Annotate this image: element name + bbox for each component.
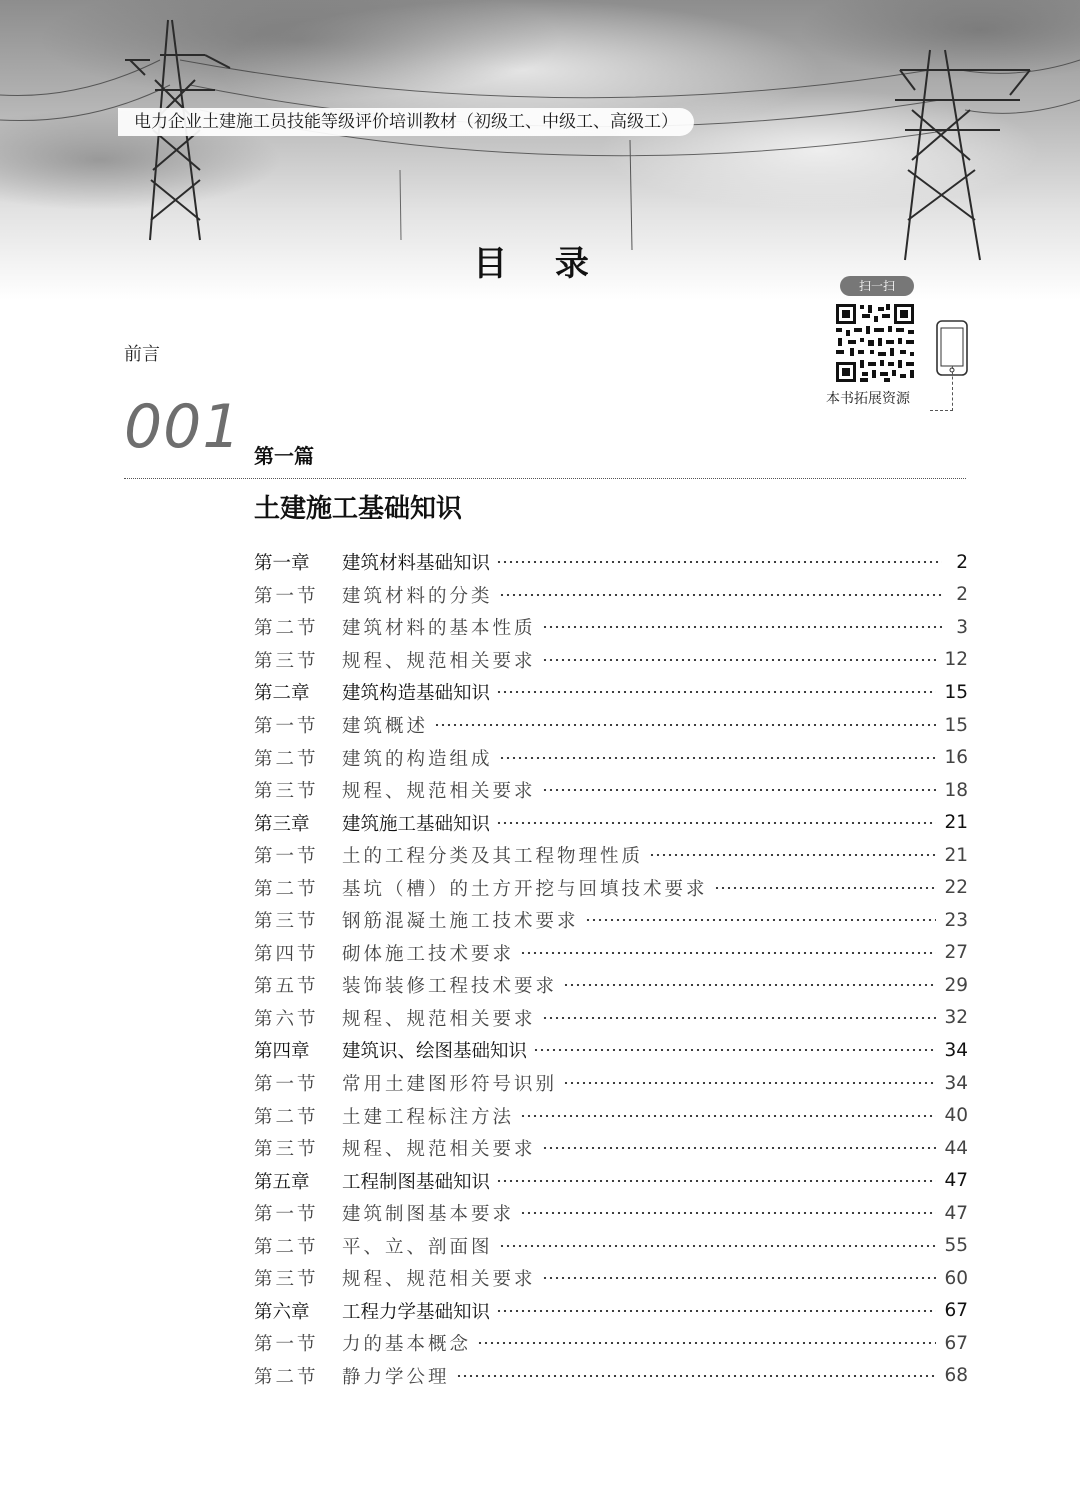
- toc-leader-dots: [714, 887, 937, 889]
- toc-section-entry[interactable]: [254, 1327, 968, 1360]
- toc-leader-dots: [496, 561, 942, 563]
- toc-entry-page: 55: [944, 1235, 968, 1257]
- toc-leader-dots: [542, 1147, 937, 1149]
- toc-section-entry[interactable]: [254, 904, 968, 937]
- toc-leader-dots: [496, 1310, 936, 1312]
- toc-leader-dots: [520, 1115, 936, 1117]
- toc-section-entry[interactable]: [254, 774, 968, 807]
- toc-entry-title: 建筑材料的分类: [342, 585, 493, 607]
- toc-entry-number: 第二节: [254, 1366, 319, 1388]
- part-title: 土建施工基础知识: [254, 494, 463, 524]
- toc-leader-dots: [520, 952, 936, 954]
- toc-entry-number: 第一节: [254, 585, 319, 607]
- toc-leader-dots: [496, 1180, 936, 1182]
- toc-leader-dots: [520, 1212, 936, 1214]
- dotted-divider: [124, 478, 966, 479]
- toc-chapter-entry[interactable]: [254, 676, 968, 709]
- toc-entry-page: 21: [944, 812, 968, 834]
- toc-entry-title: 平、立、剖面图: [342, 1236, 493, 1258]
- series-title: 电力企业土建施工员技能等级评价培训教材（初级工、中级工、高级工）: [118, 108, 694, 136]
- toc-entry-page: 68: [944, 1365, 968, 1387]
- qr-code-block[interactable]: [826, 276, 976, 412]
- toc-entry-number: 第三节: [254, 1139, 319, 1161]
- toc-entry-number: 第二节: [254, 748, 319, 770]
- toc-entry-number: 第一节: [254, 846, 319, 868]
- toc-section-entry[interactable]: [254, 579, 968, 612]
- toc-entry-page: 34: [944, 1072, 968, 1094]
- toc-entry-page: 22: [944, 877, 968, 899]
- toc-entry-number: 第四章: [254, 1041, 310, 1063]
- toc-entry-number: 第五节: [254, 976, 319, 998]
- toc-section-entry[interactable]: [254, 611, 968, 644]
- toc-entry-title: 力的基本概念: [342, 1334, 472, 1356]
- toc-leader-dots: [563, 984, 936, 986]
- toc-entry-title: 静力学公理: [342, 1366, 450, 1388]
- toc-entry-page: 15: [944, 681, 968, 703]
- toc-section-entry[interactable]: [254, 871, 968, 904]
- toc-entry-page: 47: [944, 1170, 968, 1192]
- toc-entry-number: 第二节: [254, 1236, 319, 1258]
- toc-leader-dots: [477, 1342, 936, 1344]
- toc-entry-page: 21: [944, 844, 968, 866]
- toc-entry-page: 47: [944, 1202, 968, 1224]
- toc-entry-number: 第一章: [254, 553, 310, 575]
- toc-entry-page: 16: [944, 747, 968, 769]
- toc-entry-title: 规程、规范相关要求: [342, 1139, 536, 1161]
- toc-entry-number: 第二节: [254, 618, 319, 640]
- toc-leader-dots: [542, 1017, 937, 1019]
- toc-leader-dots: [496, 691, 936, 693]
- toc-leader-dots: [499, 1245, 937, 1247]
- toc-entry-number: 第三节: [254, 911, 319, 933]
- toc-section-entry[interactable]: [254, 839, 968, 872]
- toc-entry-page: 3: [956, 616, 968, 638]
- toc-entry-number: 第一节: [254, 1334, 319, 1356]
- toc-entry-title: 基坑（槽）的土方开挖与回填技术要求: [342, 878, 708, 900]
- toc-chapter-entry[interactable]: [254, 806, 968, 839]
- toc-section-entry[interactable]: [254, 644, 968, 677]
- toc-entry-title: 建筑构造基础知识: [342, 683, 491, 705]
- toc-entry-title: 建筑材料的基本性质: [342, 618, 536, 640]
- table-of-contents: [254, 546, 968, 1392]
- toc-section-entry[interactable]: [254, 969, 968, 1002]
- part-number: 001: [124, 392, 242, 462]
- toc-leader-dots: [499, 757, 937, 759]
- toc-entry-number: 第一节: [254, 716, 319, 737]
- toc-entry-page: 2: [956, 584, 968, 606]
- toc-leader-dots: [542, 659, 937, 661]
- toc-entry-page: 18: [944, 779, 968, 801]
- toc-section-entry[interactable]: [254, 1262, 968, 1295]
- toc-section-entry[interactable]: [254, 709, 968, 742]
- toc-entry-title: 建筑的构造组成: [342, 748, 493, 770]
- toc-leader-dots: [499, 594, 942, 596]
- toc-entry-title: 工程力学基础知识: [342, 1301, 491, 1323]
- toc-leader-dots: [496, 822, 936, 824]
- toc-section-entry[interactable]: [254, 741, 968, 774]
- toc-entry-page: 15: [944, 714, 968, 736]
- toc-section-entry[interactable]: [254, 1360, 968, 1393]
- toc-entry-title: 建筑识、绘图基础知识: [342, 1041, 528, 1063]
- toc-entry-page: 27: [944, 942, 968, 964]
- toc-leader-dots: [542, 789, 937, 791]
- toc-entry-number: 第六章: [254, 1301, 310, 1323]
- toc-entry-title: 装饰装修工程技术要求: [342, 976, 558, 998]
- dashed-connector: [930, 366, 953, 411]
- toc-entry-number: 第三节: [254, 781, 319, 803]
- toc-section-entry[interactable]: [254, 937, 968, 970]
- toc-entry-page: 32: [944, 1007, 968, 1029]
- toc-entry-title: 建筑施工基础知识: [342, 813, 491, 835]
- qr-caption: 本书拓展资源: [826, 391, 910, 407]
- toc-leader-dots: [563, 1082, 936, 1084]
- toc-entry-title: 规程、规范相关要求: [342, 781, 536, 803]
- toc-entry-title: 钢筋混凝土施工技术要求: [342, 911, 579, 933]
- toc-entry-title: 规程、规范相关要求: [342, 1269, 536, 1291]
- toc-entry-page: 29: [944, 974, 968, 996]
- toc-preface[interactable]: 前言: [124, 344, 160, 365]
- toc-leader-dots: [649, 854, 936, 856]
- toc-leader-dots: [434, 724, 936, 726]
- toc-section-entry[interactable]: [254, 1197, 968, 1230]
- toc-entry-page: 34: [944, 1039, 968, 1061]
- toc-leader-dots: [542, 626, 942, 628]
- toc-entry-number: 第一节: [254, 1204, 319, 1226]
- toc-leader-dots: [585, 919, 937, 921]
- toc-entry-title: 常用土建图形符号识别: [342, 1074, 558, 1096]
- toc-chapter-entry[interactable]: [254, 546, 968, 579]
- toc-entry-title: 建筑材料基础知识: [342, 553, 491, 575]
- toc-entry-page: 2: [956, 551, 968, 573]
- toc-entry-page: 44: [944, 1137, 968, 1159]
- page-title: 目 录: [473, 244, 607, 284]
- toc-entry-number: 第五章: [254, 1171, 310, 1193]
- toc-entry-page: 67: [944, 1300, 968, 1322]
- toc-entry-number: 第二章: [254, 683, 310, 705]
- toc-entry-number: 第二节: [254, 1106, 319, 1128]
- qr-code-icon[interactable]: [834, 302, 916, 384]
- toc-section-entry[interactable]: [254, 1067, 968, 1100]
- toc-leader-dots: [533, 1049, 936, 1051]
- toc-entry-title: 砌体施工技术要求: [342, 943, 515, 965]
- toc-entry-title: 土建工程标注方法: [342, 1106, 515, 1128]
- toc-chapter-entry[interactable]: [254, 1295, 968, 1328]
- toc-entry-title: 建筑概述: [342, 716, 429, 737]
- toc-entry-title: 工程制图基础知识: [342, 1171, 491, 1193]
- toc-entry-title: 建筑制图基本要求: [342, 1204, 515, 1226]
- toc-chapter-entry[interactable]: [254, 1164, 968, 1197]
- toc-section-entry[interactable]: [254, 1099, 968, 1132]
- toc-entry-number: 第二节: [254, 878, 319, 900]
- toc-leader-dots: [542, 1277, 937, 1279]
- toc-entry-page: 12: [944, 649, 968, 671]
- toc-entry-title: 土的工程分类及其工程物理性质: [342, 846, 644, 868]
- toc-entry-number: 第三节: [254, 1269, 319, 1291]
- scan-label: 扫一扫: [840, 276, 914, 296]
- toc-entry-number: 第三节: [254, 650, 319, 672]
- toc-entry-page: 40: [944, 1105, 968, 1127]
- toc-section-entry[interactable]: [254, 1002, 968, 1035]
- part-label: 第一篇: [254, 444, 314, 468]
- toc-entry-title: 规程、规范相关要求: [342, 650, 536, 672]
- toc-entry-number: 第四节: [254, 943, 319, 965]
- toc-section-entry[interactable]: [254, 1132, 968, 1165]
- toc-entry-number: 第六节: [254, 1008, 319, 1030]
- toc-chapter-entry[interactable]: [254, 1034, 968, 1067]
- toc-leader-dots: [456, 1375, 937, 1377]
- toc-entry-page: 67: [944, 1332, 968, 1354]
- toc-section-entry[interactable]: [254, 1229, 968, 1262]
- toc-entry-number: 第三章: [254, 813, 310, 835]
- toc-entry-title: 规程、规范相关要求: [342, 1008, 536, 1030]
- toc-entry-number: 第一节: [254, 1074, 319, 1096]
- toc-entry-page: 23: [944, 909, 968, 931]
- toc-entry-page: 60: [944, 1267, 968, 1289]
